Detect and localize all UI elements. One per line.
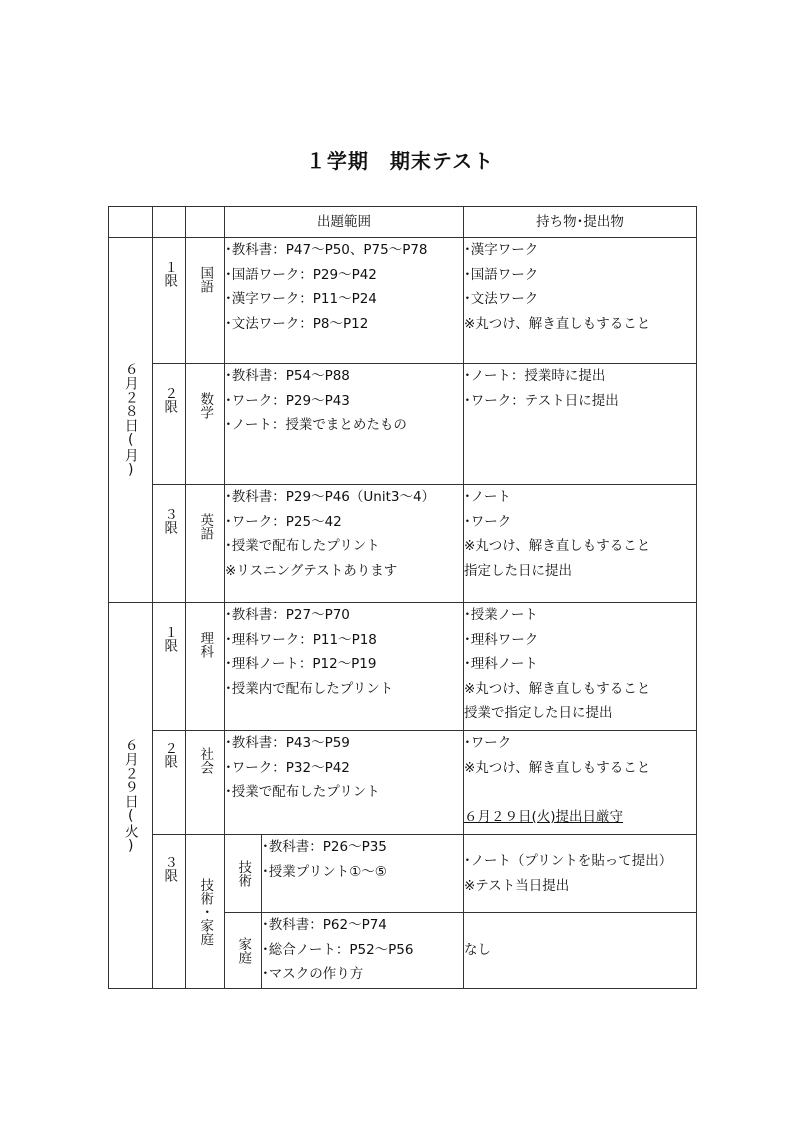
range-line: ･マスクの作り方 [262,966,364,982]
period-label: １限 [161,260,178,287]
period-cell [153,603,186,731]
blank-line [464,780,696,805]
items-cell [464,913,697,989]
subject-label: 数学 [197,392,214,419]
subsubject-cell [225,835,262,913]
items-cell [464,364,697,485]
period-label: ２限 [161,741,178,768]
range-cell [225,485,464,603]
deadline-text: ６月２９日(火)提出日厳守 [464,808,624,825]
day-label: ６月２８日(月) [122,362,139,478]
table-row [109,364,697,485]
range-line: ･教科書：P54～P88 [225,368,350,384]
subject-cell [186,485,225,603]
table-row [109,485,697,603]
subsubject-cell [225,913,262,989]
range-line: ･ワーク：P25～42 [225,513,342,530]
header-day-cell [109,207,153,238]
items-cell [464,835,697,913]
table-row [109,603,697,731]
header-subject-cell [186,207,225,238]
subject-label: 理科 [197,631,214,658]
table-row [109,238,697,364]
header-items: 持ち物･提出物 [464,207,697,238]
header-period-cell [153,207,186,238]
range-line: ･教科書：P47～P50、P75～P78 [225,242,428,258]
period-cell [153,731,186,835]
period-label: ３限 [161,855,178,882]
items-line: ･理科ワーク [464,631,539,648]
items-line: ･ノート：授業時に提出 [464,368,606,384]
items-cell [464,731,697,835]
subject-cell [186,603,225,731]
range-line: ･漢字ワーク：P11～P24 [225,291,377,307]
range-line: ･ワーク：P32～P42 [225,759,350,776]
items-line: 授業で指定した日に提出 [464,705,613,721]
page-title: １学期 期末テスト [305,149,495,173]
items-line: ※丸つけ、解き直しもすること [464,680,651,697]
day-cell [109,603,153,989]
day-cell [109,238,153,603]
range-line: ･文法ワーク：P8～P12 [225,315,369,332]
exam-schedule-table [108,206,697,989]
range-cell [225,603,464,731]
range-line: ･授業で配布したプリント [225,784,380,800]
range-line: ･授業内で配布したプリント [225,680,394,697]
period-label: ３限 [161,507,178,534]
items-line: ※丸つけ、解き直しもすること [464,538,651,554]
subject-label: 国語 [197,266,214,293]
range-line: ･ノート：授業でまとめたもの [225,417,407,433]
period-cell [153,364,186,485]
subject-cell [186,835,225,989]
items-line: ･漢字ワーク [464,242,539,258]
items-line: ･ノート [464,489,511,505]
table-row [109,835,697,913]
range-cell [262,913,464,989]
items-line: なし [464,942,491,959]
range-line: ･教科書：P27～P70 [225,607,350,623]
range-line: ･教科書：P26～P35 [262,839,387,855]
range-cell [262,835,464,913]
subsubject-label: 技術 [235,860,252,887]
range-cell [225,364,464,485]
range-line: ･総合ノート：P52～P56 [262,941,414,958]
items-line: ※丸つけ、解き直しもすること [464,315,651,332]
items-line: ※丸つけ、解き直しもすること [464,759,651,776]
day-label: ６月２９日(火) [122,737,139,854]
items-line: ･ワーク：テスト日に提出 [464,392,619,409]
range-line: ･教科書：P29～P46（Unit3～4） [225,489,436,505]
range-line: ･理科ワーク：P11～P18 [225,631,377,648]
period-cell [153,238,186,364]
items-line: ※テスト当日提出 [464,877,570,894]
table-row [109,731,697,835]
range-line: ･授業で配布したプリント [225,538,380,554]
subject-label: 技術･家庭 [197,877,214,946]
range-cell [225,238,464,364]
items-cell [464,238,697,364]
items-line: ･ワーク [464,735,512,751]
period-label: ２限 [161,386,178,413]
items-line: ･理科ノート [464,656,538,672]
items-line: ･授業ノート [464,607,538,623]
items-line: ･ノート（プリントを貼って提出） [464,853,673,869]
subject-label: 英語 [197,513,214,540]
header-row [109,207,697,238]
items-cell [464,603,697,731]
range-line: ･理科ノート：P12～P19 [225,656,377,672]
range-cell [225,731,464,835]
items-cell [464,485,697,603]
header-range: 出題範囲 [225,207,464,238]
range-line: ･授業プリント①～⑤ [262,863,387,880]
items-line: ･文法ワーク [464,291,539,307]
items-line: 指定した日に提出 [464,562,572,579]
items-line: ･国語ワーク [464,266,539,283]
range-line: ※リスニングテストあります [225,562,398,579]
range-line: ･教科書：P43～P59 [225,735,350,751]
range-line: ･教科書：P62～P74 [262,917,387,933]
subject-label: 社会 [197,747,214,774]
subject-cell [186,731,225,835]
period-cell [153,835,186,989]
items-line: ･ワーク [464,513,512,530]
subject-cell [186,238,225,364]
range-line: ･ワーク：P29～P43 [225,392,350,409]
period-cell [153,485,186,603]
subject-cell [186,364,225,485]
subsubject-label: 家庭 [235,937,252,964]
period-label: １限 [161,625,178,652]
range-line: ･国語ワーク：P29～P42 [225,266,377,283]
